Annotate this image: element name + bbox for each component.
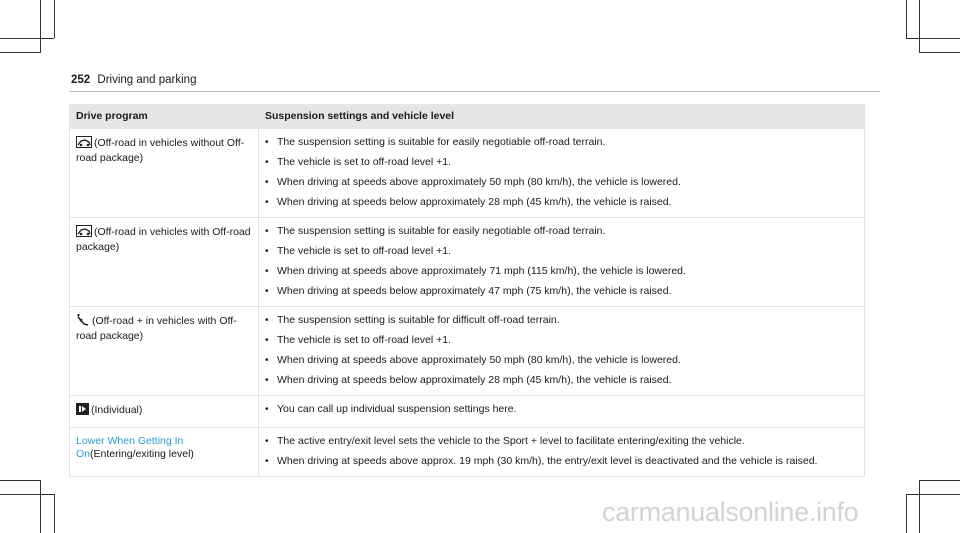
crop-mark: [906, 0, 907, 38]
crop-mark: [919, 480, 920, 533]
crop-mark: [919, 480, 960, 481]
drive-program-label: (Off-road + in vehicles with Off-road package): [76, 315, 237, 342]
list-item: • When driving at speeds above approximately 50 mph (80 km/h), the vehicle is lowered.: [265, 176, 858, 189]
list-item: • The vehicle is set to off-road level +1.: [265, 156, 858, 169]
page-number: 252: [71, 74, 91, 86]
list-item: • The suspension setting is suitable for difficult off-road terrain.: [265, 314, 858, 327]
table-header-row: [70, 105, 865, 129]
table-row: [70, 307, 865, 396]
list-item: • When driving at speeds below approximately 47 mph (75 km/h), the vehicle is raised.: [265, 285, 858, 298]
drive-program-label: (Off-road in vehicles with Off-road package): [76, 226, 251, 253]
drive-program-cell: [70, 307, 259, 396]
list-item: • The vehicle is set to off-road level +1.: [265, 334, 858, 347]
lower-when-getting-in-link[interactable]: Lower When Getting In On: [76, 435, 184, 460]
bullet-list: [265, 435, 858, 468]
suspension-settings-cell: [259, 396, 865, 428]
table-row: [70, 396, 865, 428]
crop-mark: [40, 480, 41, 533]
suspension-settings-cell: [259, 129, 865, 218]
drive-program-cell: [70, 428, 259, 477]
drive-program-cell: [70, 396, 259, 428]
bullet-list: [265, 136, 858, 209]
column-header-drive-program: Drive program: [70, 105, 259, 129]
list-item: • When driving at speeds below approximately 28 mph (45 km/h), the vehicle is raised.: [265, 196, 858, 209]
list-item: • When driving at speeds below approximately 28 mph (45 km/h), the vehicle is raised.: [265, 374, 858, 387]
list-item: • When driving at speeds above approximately 50 mph (80 km/h), the vehicle is lowered.: [265, 354, 858, 367]
list-item: • You can call up individual suspension settings here.: [265, 403, 858, 416]
suspension-settings-cell: [259, 218, 865, 307]
crop-mark: [54, 494, 55, 533]
bullet-list: [265, 314, 858, 387]
list-item: • The vehicle is set to off-road level +1.: [265, 245, 858, 258]
list-item: • The suspension setting is suitable for easily negotiable off-road terrain.: [265, 225, 858, 238]
crop-mark: [40, 0, 41, 52]
section-title: Driving and parking: [97, 74, 197, 86]
offroad-plus-car-icon: [76, 314, 90, 330]
crop-mark: [0, 480, 41, 481]
table-row: [70, 218, 865, 307]
crop-mark: [906, 494, 907, 533]
drive-program-label: (Individual): [91, 404, 143, 416]
watermark: carmanualsonline.info: [602, 497, 859, 527]
list-item: • The suspension setting is suitable for easily negotiable off-road terrain.: [265, 136, 858, 149]
crop-mark: [0, 494, 54, 495]
crop-mark: [0, 38, 54, 39]
crop-mark: [919, 0, 920, 52]
column-header-suspension-settings: Suspension settings and vehicle level: [259, 105, 865, 129]
offroad-car-icon: [76, 136, 92, 152]
offroad-car-icon: [76, 225, 92, 241]
crop-mark: [906, 494, 960, 495]
bullet-list: [265, 403, 858, 416]
crop-mark: [0, 52, 41, 53]
list-item: • When driving at speeds above approximately 71 mph (115 km/h), the vehicle is lowered.: [265, 265, 858, 278]
header-divider: [69, 91, 880, 92]
crop-mark: [906, 38, 960, 39]
drive-program-cell: [70, 218, 259, 307]
drive-program-table: [69, 104, 865, 477]
drive-program-label: (Entering/exiting level): [90, 448, 194, 460]
list-item: • The active entry/exit level sets the vehicle to the Sport + level to facilitate entering/exiting the vehicle.: [265, 435, 858, 448]
bullet-list: [265, 225, 858, 298]
table-row: [70, 428, 865, 477]
table-row: [70, 129, 865, 218]
crop-mark: [919, 52, 960, 53]
drive-program-label: (Off-road in vehicles without Off-road package): [76, 137, 245, 164]
list-item: • When driving at speeds above approx. 19 mph (30 km/h), the entry/exit level is deactivated and the vehicle is raised.: [265, 455, 858, 468]
page-header: [71, 74, 196, 86]
suspension-settings-cell: [259, 428, 865, 477]
suspension-settings-cell: [259, 307, 865, 396]
individual-program-icon: [76, 403, 89, 419]
crop-mark: [54, 0, 55, 38]
drive-program-cell: [70, 129, 259, 218]
